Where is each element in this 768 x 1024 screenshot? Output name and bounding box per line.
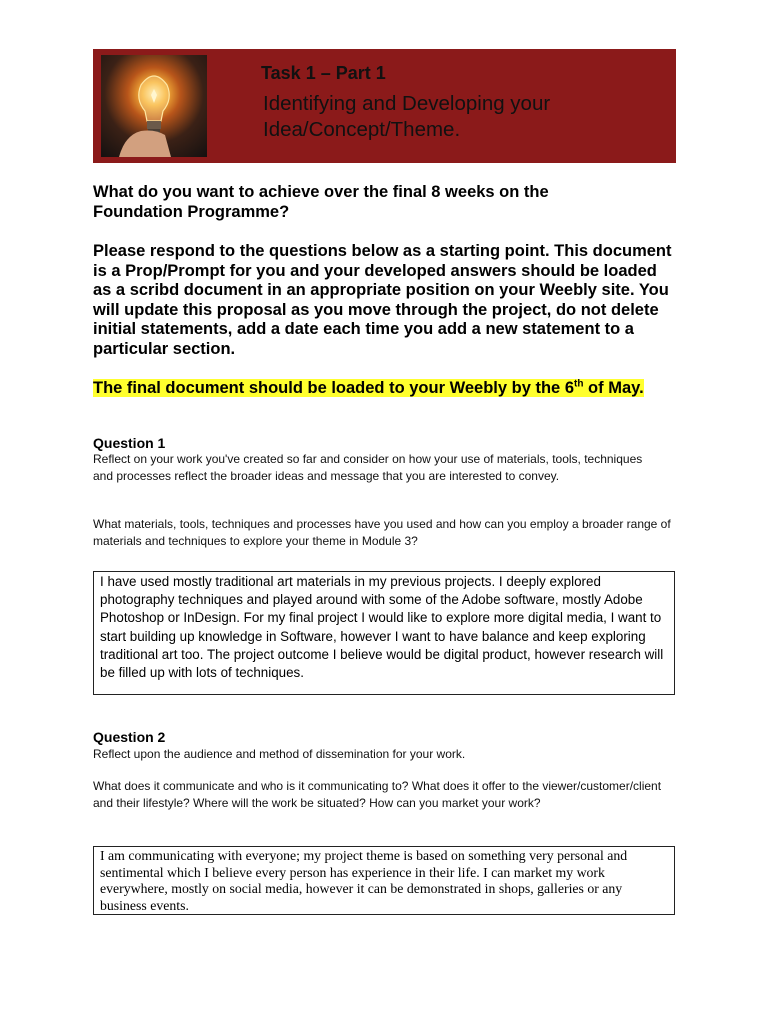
question-1-title: Question 1 (93, 435, 166, 451)
banner-subtitle-line-1: Identifying and Developing your (263, 92, 551, 115)
question-1-answer-box[interactable] (93, 571, 675, 695)
question-2-subprompt: What does it communicate and who is it communicating to? What does it offer to the viewer/customer/client and their lifestyle? Where will the work be situated? How can you market your work? (93, 779, 662, 810)
header-banner (93, 49, 676, 163)
lightbulb-icon (101, 55, 207, 157)
deadline-notice (93, 379, 673, 399)
question-2-title: Question 2 (93, 729, 166, 745)
intro-instructions: Please respond to the questions below as a starting point. This document is a Prop/Prompt for you and your developed answers should be loaded as a scribd document in an appropriate position on your Weebly site. You will update this proposal as you move through the project, do not delete initial statements, add a date each time you add a new statement to a particular section. (93, 242, 672, 358)
question-1-subprompt: What materials, tools, techniques and processes have you used and how can you employ a broader range of materials and techniques to explore your theme in Module 3? (93, 517, 671, 548)
question-2-answer: I am communicating with everyone; my project theme is based on something very personal and sentimental which I believe every person has experience in their life. I can market my work everywhere, mostly on social media, however it can be demonstrated in shops, galleries or any business events. (100, 848, 628, 913)
deadline-text-after: of May. (583, 379, 644, 397)
question-2-prompt: Reflect upon the audience and method of dissemination for your work. (93, 747, 466, 761)
banner-subtitle (263, 91, 663, 143)
question-1-answer: I have used mostly traditional art materials in my previous projects. I deeply explored photography techniques and played around with some of the Adobe software, mostly Adobe Photoshop or InDesign. For my final project I would like to explore more digital media, I want to start building up knowledge in Software, however I want to have balance and keep exploring traditional art too. The project outcome I believe would be digital product, however research will be filled up with lots of techniques. (100, 574, 664, 681)
banner-subtitle-line-2: Idea/Concept/Theme. (263, 118, 461, 141)
deadline-superscript: th (574, 378, 584, 390)
question-2-answer-box[interactable] (93, 846, 675, 915)
task-title: Task 1 – Part 1 (261, 63, 386, 83)
deadline-text-before: The final document should be loaded to your Weebly by the 6 (93, 379, 574, 397)
question-1-prompt: Reflect on your work you've created so far and consider on how your use of materials, tools, techniques and processes reflect the broader ideas and message that you are interested to convey. (93, 452, 643, 483)
intro-question: What do you want to achieve over the final 8 weeks on the Foundation Programme? (93, 183, 549, 221)
